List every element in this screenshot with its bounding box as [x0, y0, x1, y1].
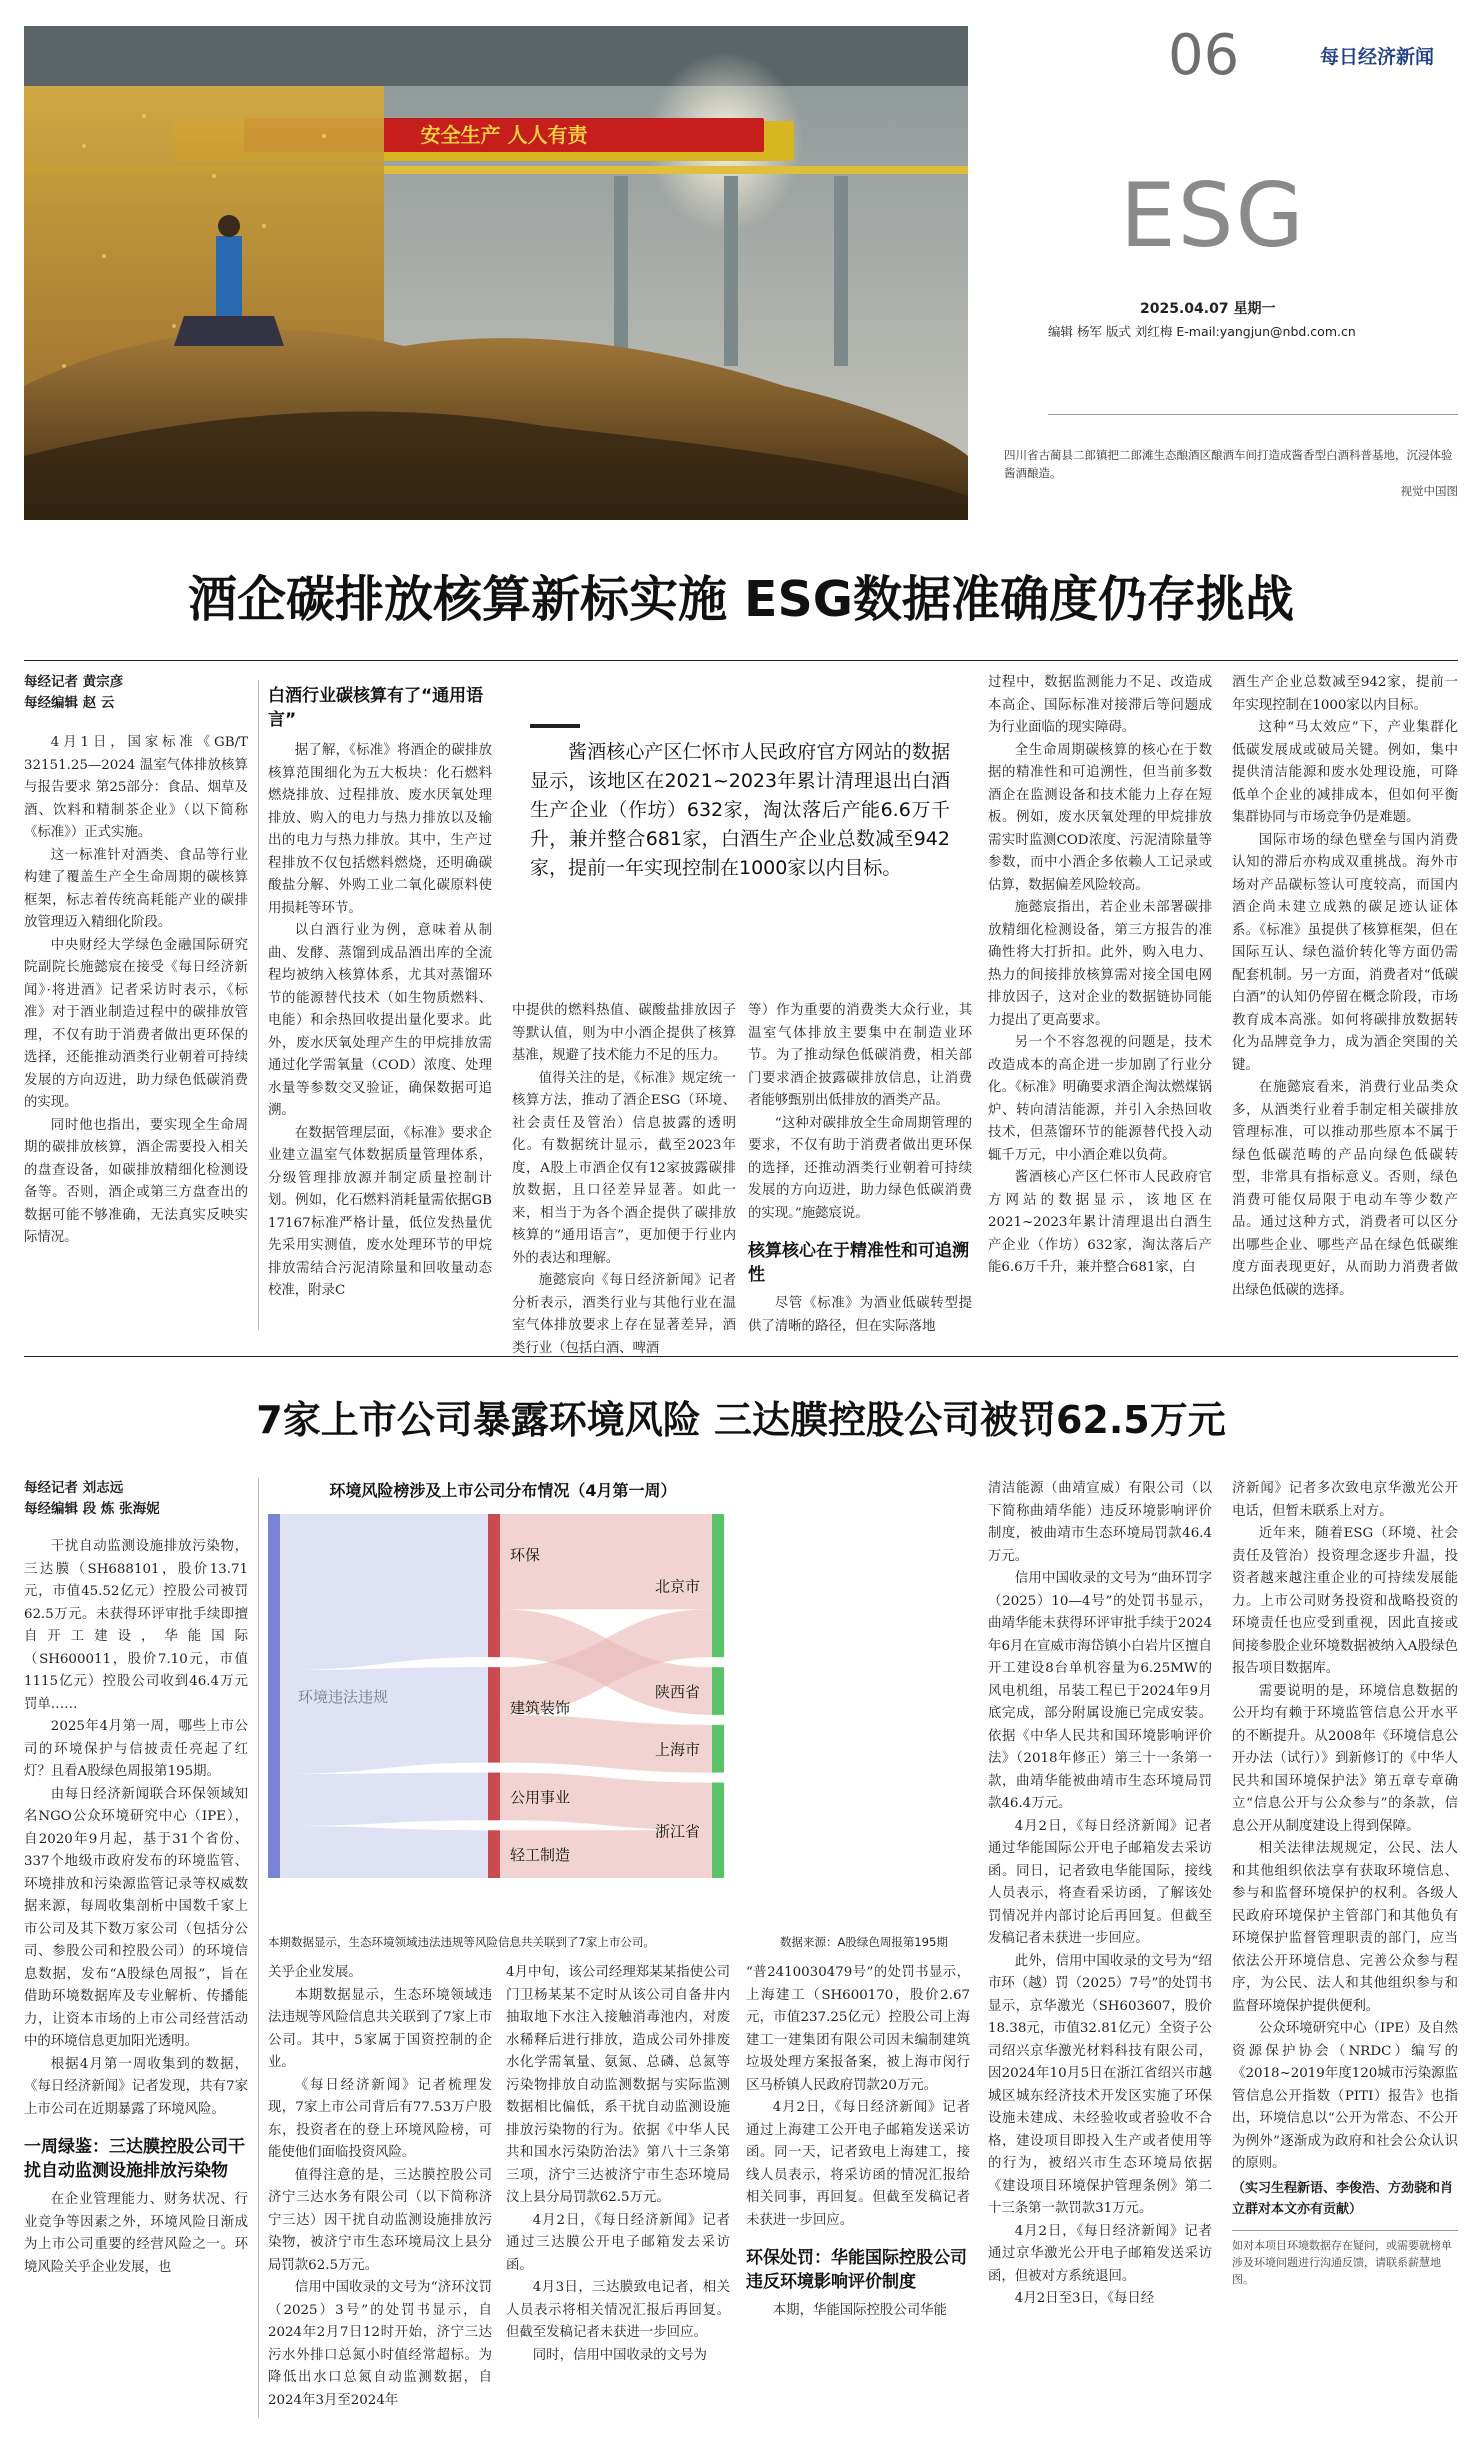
sankey-label-北京市: 北京市: [654, 1577, 700, 1596]
pull-quote-text: 酱酒核心产区仁怀市人民政府官方网站的数据显示，该地区在2021~2023年累计清理退出白酒生产企业（作坊）632家，淘汰落后产能6.6万千升，兼并整合681家，白酒生产企业总数减至942家，提前一年实现控制在1000家以内目标。: [530, 741, 950, 879]
paragraph: 清洁能源（曲靖宣威）有限公司（以下简称曲靖华能）违反环境影响评价制度，被曲靖市生态环境局罚款46.4万元。: [988, 1481, 1212, 1564]
article1-col3: [512, 1000, 736, 1360]
chart-source: 数据来源：A股绿色周报第195期: [780, 1935, 948, 1949]
article1-subhead-2: 核算核心在于精准性和可追溯性: [748, 1241, 969, 1285]
paragraph: 施懿宸向《每日经济新闻》记者分析表示，酒类行业与其他行业在温室气体排放要求上存在显著差异，酒类行业（包括白酒、啤酒: [512, 1273, 736, 1356]
chart-title: 环境风险榜涉及上市公司分布情况（4月第一周）: [329, 1481, 677, 1500]
paragraph: 干扰自动监测设施排放污染物，三达膜（SH688101，股价13.71元，市值45.52亿元）控股公司被罚62.5万元。未获得环评审批手续即擅自开工建设，华能国际（SH600011，股价7.10元，市值1115亿元）控股公司收到46.4万元罚单……: [24, 1539, 248, 1712]
paragraph: 2025年4月第一周，哪些上市公司的环境保护与信披责任亮起了红灯？且看A股绿色周报第195期。: [24, 1719, 248, 1779]
paragraph: 关乎企业发展。: [268, 1965, 362, 1980]
pull-quote: [530, 724, 950, 883]
paragraph: 4月1日，国家标准《GB/T 32151.25—2024 温室气体排放核算与报告要求 第25部分：食品、烟草及酒、饮料和精制茶企业》（以下简称《标准》）正式实施。: [24, 735, 248, 840]
photo-caption-text: 四川省古蔺县二郎镇把二郎滩生态酿酒区酿酒车间打造成酱香型白酒科普基地，沉浸体验酱酒酿造。: [1004, 448, 1453, 480]
article1-subhead-1: 白酒行业碳核算有了“通用语言”: [268, 686, 484, 730]
sankey-label-环保: 环保: [510, 1546, 541, 1564]
paragraph: 这一标准针对酒类、食品等行业构建了覆盖生产全生命周期的碳核算框架，标志着传统高耗能产业的碳排放管理迈入精细化阶段。: [24, 847, 248, 930]
photo-caption: [1004, 446, 1458, 500]
paper-name: 每日经济新闻: [1320, 46, 1435, 68]
section-title: ESG: [1120, 164, 1306, 267]
article1-editor: 每经编辑 赵 云: [24, 695, 115, 711]
sankey-flow-source-轻工制造: [280, 1826, 488, 1878]
paragraph: 同时他也指出，要实现全生命周期的碳排放核算，酒企需要投入相关的盘查设备，如碳排放精细化检测设备等。否则，酒企或第三方盘查出的数据可能不够准确，无法真实反映实际情况。: [24, 1117, 248, 1245]
paragraph: 值得关注的是，《标准》规定统一核算方法，推动了酒企ESG（环境、社会责任及管治）信息披露的透明化。有数据统计显示，截至2023年度，A股上市酒企仅有12家披露碳排放数据，且口径差异显著。如此一来，相当于为各个酒企提供了碳排放核算的“通用语言”，更加便于行业内外的表达和理解。: [512, 1070, 736, 1266]
sankey-chart: [268, 1478, 984, 1920]
article2-reporter: 每经记者 刘志远: [24, 1480, 124, 1496]
chart-note: 本期数据显示，生态环境领域违法违规等风险信息共关联到了7家上市公司。: [268, 1935, 655, 1949]
article2-col4: [746, 1962, 970, 2323]
paragraph: 近年来，随着ESG（环境、社会责任及管治）投资理念逐步升温，投资者越来越注重企业的可持续发展能力。上市公司财务投资和战略投资的环境责任也应受到重视，因此直接或间接参股企业环境数据被纳入A股绿色报告项目数据库。: [1232, 1526, 1458, 1676]
article2-headline: 7家上市公司暴露环境风险 三达膜控股公司被罚62.5万元: [256, 1398, 1226, 1442]
paragraph: 由每日经济新闻联合环保领域知名NGO公众环境研究中心（IPE），自2020年9月起，基于31个省份、337个地级市政府发布的环境监管、环境排放和污染源监管记录等权威数据来源，每周收集剖析中国数千家上市公司及其下数万家公司（包括分公司、参股公司和控股公司）的环境信息数据，发布“A股绿色周报”，旨在借助环境数据库及专业解析、传播能力，让资本市场的上市公司经营活动中的环境信息更加阳光透明。: [24, 1786, 248, 2049]
article1-col6: [1232, 672, 1458, 1302]
article2-col2: [268, 1962, 492, 2412]
paragraph: 4月2日，《每日经济新闻》记者通过京华激光公开电子邮箱发送采访函，但被对方系统退回。: [988, 2223, 1212, 2284]
sankey-label-公用事业: 公用事业: [510, 1788, 571, 1807]
paragraph: 济新闻》记者多次致电京华激光公开电话，但暂未联系上对方。: [1232, 1481, 1458, 1519]
article2-col5: [988, 1478, 1212, 2311]
sankey-label-浙江省: 浙江省: [654, 1822, 700, 1841]
article2-contributors: （实习生程新语、李俊浩、方劲骁和肖立群对本文亦有贡献）: [1232, 2180, 1454, 2217]
paragraph: 等）作为重要的消费类大众行业，其温室气体排放主要集中在制造业环节。为了推动绿色低碳消费，相关部门要求酒企披露碳排放信息，让消费者能够甄别出低排放的酒类产品。: [748, 1003, 972, 1108]
paragraph: 过程中，数据监测能力不足、改造成本高企、国际标准对接滞后等问题成为行业面临的现实障碍。: [988, 675, 1212, 735]
paragraph: 4月3日，三达膜致电记者，相关人员表示将相关情况汇报后再回复。但截至发稿记者未获进一步回应。: [506, 2280, 730, 2340]
sankey-flow-source-公用事业: [280, 1773, 488, 1826]
sankey-flow-source-环保: [280, 1514, 488, 1670]
paragraph: 酒生产企业总数减至942家，提前一年实现控制在1000家以内目标。: [1232, 675, 1458, 713]
article2-col6: [1232, 1478, 1458, 2288]
paragraph: 《每日经济新闻》记者梳理发现，7家上市公司背后有77.53万户股东，投资者在的登上环境风险榜，可能使他们面临投资风险。: [268, 2077, 492, 2160]
paragraph: 信用中国收录的文号为“曲环罚字（2025）10—4号”的处罚书显示，曲靖华能未获得环评审批手续于2024年6月在宣威市海岱镇小白岩片区擅自开工建设8台单机容量为6.25MW的风电机组，吊装工程已于2024年9月底完成，部分附属设施已完成安装。依据《中华人民共和国环境影响评价法》（2018年修正）第三十一条第一款，曲靖华能被曲靖市生态环境局罚款46.4万元。: [988, 1571, 1212, 1811]
article2-col1: [24, 1478, 248, 2279]
article2-editor: 每经编辑 段 炼 张海妮: [24, 1501, 160, 1517]
paragraph: “普2410030479号”的处罚书显示，上海建工（SH600170，股价2.67元，市值237.25亿元）控股公司上海建工一建集团有限公司因未编制建筑垃圾处理方案报备案，被上海市闵行区马桥镇人民政府罚款20万元。: [746, 1965, 970, 2093]
article1-reporter: 每经记者 黄宗彦: [24, 674, 124, 690]
sankey-node-浙江省: [712, 1783, 724, 1878]
editor-line: 编辑 杨军 版式 刘红梅 E-mail:yangjun@nbd.com.cn: [1048, 324, 1356, 339]
paragraph: 此外，信用中国收录的文号为“绍市环（越）罚（2025）7号”的处罚书显示，京华激光（SH603607，股价18.38元，市值32.81亿元）全资子公司绍兴京华激光材料科技有限公司，因2024年10月5日在浙江省绍兴市越城区城东经济技术开发区实施了环保设施未建成、未经验收或者验收不合格，建设项目即投入生产或者使用等的行为，被绍兴市生态环境局依据《建设项目环境保护管理条例》第二十三条第一款罚款31万元。: [988, 1953, 1212, 2216]
paragraph: 信用中国收录的文号为“济环汶罚（2025）3号”的处罚书显示，自2024年2月7日12时开始，济宁三达污水外排口总氮小时值经常超标。为降低出水口总氮自动监测数据，自2024年3月至2024年: [268, 2280, 492, 2408]
sankey-label-上海市: 上海市: [654, 1740, 700, 1759]
article2-col3: [506, 1962, 730, 2367]
paragraph: 4月2日，《每日经济新闻》记者通过华能国际公开电子邮箱发去采访函。同日，记者致电华能国际，接线人员表示，将查看采访函，了解该处罚情况并内部讨论后再回复。但截至发稿记者未获进一步回应。: [988, 1818, 1212, 1946]
paragraph: 另一个不容忽视的问题是，技术改造成本的高企进一步加剧了行业分化。《标准》明确要求酒企淘汰燃煤锅炉、转向清洁能源，并引入余热回收技术，但蒸馏环节的能源替代投入动辄千万元，中小酒企难以负荷。: [988, 1035, 1212, 1163]
paragraph: 尽管《标准》为酒业低碳转型提供了清晰的路径，但在实际落地: [748, 1296, 972, 1334]
sankey-svg: [268, 1506, 984, 1906]
sankey-node-北京市: [712, 1514, 724, 1657]
paragraph: 值得注意的是，三达膜控股公司济宁三达水务有限公司（以下简称济宁三达）因干扰自动监测设施排放污染物，被济宁市生态环境局汶上县分局罚款62.5万元。: [268, 2167, 492, 2273]
article2-subhead-2: 环保处罚：华能国际控股公司违反环境影响评价制度: [746, 2248, 967, 2292]
paragraph: 在企业管理能力、财务状况、行业竞争等因素之外，环境风险日渐成为上市公司重要的经营风险之一。环境风险关乎企业发展，也: [24, 2192, 248, 2275]
sankey-label-建筑装饰: 建筑装饰: [510, 1699, 571, 1718]
footer-note: 如对本项目环境数据存在疑问，或需要就榜单涉及环境问题进行沟通反馈，请联系薪慧地图。: [1232, 2238, 1452, 2286]
sankey-label-轻工制造: 轻工制造: [510, 1846, 571, 1865]
paragraph: 相关法律法规规定，公民、法人和其他组织依法享有获取环境信息、参与和监督环境保护的权利。各级人民政府环境保护主管部门和其他负有环境保护监督管理职责的部门，应当依法公开环境信息、完善公众参与程序，为公民、法人和其他组织参与和监督环境保护提供便利。: [1232, 1841, 1458, 2014]
sankey-flow-source-建筑装饰: [280, 1667, 488, 1774]
page-number: 06: [1168, 23, 1240, 88]
paragraph: 同时，信用中国收录的文号为: [532, 2347, 707, 2363]
sankey-node-公用事业: [488, 1773, 500, 1821]
paragraph: 中提供的燃料热值、碳酸盐排放因子等默认值，则为中小酒企提供了核算基准，规避了技术能力不足的压力。: [512, 1003, 736, 1063]
sankey-label-陕西省: 陕西省: [654, 1683, 700, 1701]
lead-photo: [24, 26, 968, 520]
article1-headline: 酒企碳排放核算新标实施 ESG数据准确度仍存挑战: [187, 571, 1295, 628]
paragraph: 本期，华能国际控股公司华能: [772, 2303, 947, 2318]
paragraph: 根据4月第一周收集到的数据，《每日经济新闻》记者发现，共有7家上市公司在近期暴露了环境风险。: [24, 2056, 248, 2117]
sankey-node-环保: [488, 1514, 500, 1657]
banner-text: 安全生产 人人有责: [420, 123, 588, 147]
paragraph: “这种对碳排放全生命周期管理的要求，不仅有助于消费者做出更环保的选择，还推动酒类行业朝着可持续发展的方向迈进，助力绿色低碳消费的实现。”施懿宸说。: [748, 1115, 972, 1221]
paragraph: 全生命周期碳核算的核心在于数据的精准性和可追溯性，但当前多数酒企在监测设备和技术能力上存在短板。例如，废水厌氧处理的甲烷排放需实时监测COD浓度、污泥清除量等参数，而中小酒企多依赖人工记录或估算，数据偏差风险较高。: [988, 742, 1212, 893]
paragraph: 需要说明的是，环境信息数据的公开均有赖于环境监管信息公开水平的不断提升。从2008年《环境信息公开办法（试行）》到新修订的《中华人民共和国环境保护法》第五章专章确立“信息公开与公众参与”的条款，信息公开从制度建设上得到保障。: [1232, 1683, 1458, 1834]
paragraph: 据了解，《标准》将酒企的碳排放核算范围细化为五大板块：化石燃料燃烧排放、过程排放、废水厌氧处理排放、购入的电力与热力排放以及输出的电力与热力排放。其中，生产过程排放不仅包括燃料燃烧，还明确碳酸盐分解、外购工业二氧化碳原料使用损耗等环节。: [268, 743, 492, 916]
article1-col4: [748, 1000, 972, 1338]
paragraph: 国际市场的绿色壁垒与国内消费认知的滞后亦构成双重挑战。海外市场对产品碳标签认可度较高，而国内酒企尚未建立成熟的碳足迹认证体系。《标准》虽提供了核算框架，但在国际互认、绿色溢价转化等方面仍需配套机制。另一方面，消费者对“低碳白酒”的认知仍停留在概念阶段，市场教育成本高涨。如何将碳排放数据转化为品牌竞争力，成为酒企突围的关键。: [1232, 832, 1458, 1073]
paragraph: 公众环境研究中心（IPE）及自然资源保护协会（NRDC）编写的《2018~2019年度120城市污染源监管信息公开指数（PITI）报告》也指出，环境信息以“公开为常态、不公开为例外”逐渐成为政府和社会公众认识的原则。: [1232, 2021, 1458, 2171]
sankey-node-建筑装饰: [488, 1667, 500, 1762]
sankey-node-陕西省: [712, 1667, 724, 1715]
paragraph: 4月2日至3日，《每日经: [1014, 2291, 1155, 2306]
photo-credit: 视觉中国图: [1400, 484, 1458, 498]
paragraph: 这种“马太效应”下，产业集群化低碳发展成或破局关键。例如，集中提供清洁能源和废水处理设施，可降低单个企业的减排成本，但如何平衡集群协同与市场竞争仍是难题。: [1232, 720, 1458, 825]
paragraph: 4月中旬，该公司经理郑某某指使公司门卫杨某某不定时从该公司自备井内抽取地下水注入接触消毒池内，对废水稀释后进行排放，造成公司外排废水化学需氧量、氨氮、总磷、总氮等污染物排放自动监测数据与实际监测数据相比偏低，系干扰自动监测设施排放污染物的行为。依据《中华人民共和国水污染防治法》第八十三条第三项，济宁三达被济宁市生态环境局汶上县分局罚款62.5万元。: [506, 1965, 730, 2205]
paragraph: 在数据管理层面，《标准》要求企业建立温室气体数据质量管理体系，分级管理排放源并制定质量控制计划。例如，化石燃料消耗量需依据GB 17167标准严格计量，低位发热量优先采用实测值，废水处理环节的甲烷排放需结合污泥清除量和回收量动态校准，附录C: [268, 1125, 492, 1298]
sankey-node-source: [268, 1514, 280, 1878]
paragraph: 酱酒核心产区仁怀市人民政府官方网站的数据显示，该地区在2021~2023年累计清理退出白酒生产企业（作坊）632家，淘汰落后产能6.6万千升，兼并整合681家，白: [988, 1170, 1212, 1275]
sankey-node-上海市: [712, 1725, 724, 1773]
factory-photo: [24, 26, 968, 520]
issue-date: 2025.04.07 星期一: [1140, 301, 1276, 317]
paragraph: 以白酒行业为例，意味着从制曲、发酵、蒸馏到成品酒出库的全流程均被纳入核算体系，尤其对蒸馏环节的能源替代技术（如生物质燃料、电能）和余热回收提出量化要求。此外，废水厌氧处理产生的甲烷排放需通过化学需氧量（COD）浓度、处理水量等参数交叉验证，确保数据可追溯。: [268, 923, 492, 1118]
paragraph: 本期数据显示，生态环境领域违法违规等风险信息共关联到了7家上市公司。其中，5家属于国资控制的企业。: [268, 1987, 492, 2070]
article1-col5: [988, 672, 1212, 1280]
article1-col2: [268, 684, 492, 1303]
paragraph: 中央财经大学绿色金融国际研究院副院长施懿宸在接受《每日经济新闻》·将进酒》记者采访时表示，《标准》对于酒业制造过程中的碳排放管理，不仅有助于消费者做出更环保的选择，还能推动酒类行业朝着可持续发展的方向迈进，助力绿色低碳消费的实现。: [24, 937, 248, 1110]
paragraph: 4月2日，《每日经济新闻》记者通过上海建工公开电子邮箱发送采访函。同一天，记者致电上海建工，接线人员表示，将采访函的情况汇报给相关同事，再回复。但截至发稿记者未获进一步回应。: [746, 2100, 970, 2228]
article2-subhead-1: 一周绿鉴：三达膜控股公司干扰自动监测设施排放污染物: [24, 2137, 245, 2181]
paragraph: 在施懿宸看来，消费行业品类众多，从酒类行业着手制定相关碳排放管理标准，可以推动那些原本不属于绿色低碳范畴的产品向绿色低碳转型，非常具有指标意义。否则，绿色消费可能仅局限于电动车等少数产品。通过这种方式，消费者可以区分出哪些企业、哪些产品在绿色低碳维度方面表现更好，从而助力消费者做出绿色低碳的选择。: [1232, 1080, 1458, 1298]
sankey-node-轻工制造: [488, 1830, 500, 1878]
paragraph: 施懿宸指出，若企业未部署碳排放精细化检测设备，第三方报告的准确性将大打折扣。此外，购入电力、热力的间接排放核算需对接全国电网排放因子，这对企业的数据链协同能力提出了更高要求。: [988, 900, 1212, 1028]
paragraph: 4月2日，《每日经济新闻》记者通过三达膜公开电子邮箱发去采访函。: [506, 2212, 730, 2273]
article1-col1: [24, 672, 248, 1250]
